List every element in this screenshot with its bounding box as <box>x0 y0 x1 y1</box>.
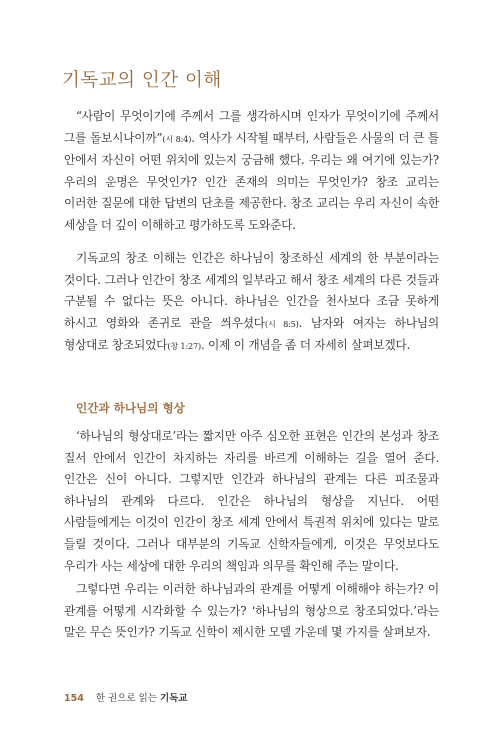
creation-block <box>64 248 439 358</box>
paragraph-2-text-b: . 남자와 여자는 하나님의 형상대로 창조되었다 <box>64 315 439 353</box>
image-of-god-block <box>64 426 439 644</box>
paragraph-2-text-c: . 이제 이 개념을 좀 더 자세히 살펴보겠다. <box>201 338 411 353</box>
citation-psalm-8-4: (시 8:4) <box>162 133 192 144</box>
paragraph-1 <box>64 106 439 237</box>
paragraph-1-text-b: . 역사가 시작될 때부터, 사람들은 사물의 더 큰 틀 안에서 자신이 어떤 위치에 있는지 궁금해 했다. 우리는 왜 여기에 있는가? 우리의 운명은 무엇인가? 인간 존재의 의미는 무엇인가? 창조 교리는 이러한 질문에 대한 답변의 단초를 제공한다. 창조 교리는 우리 자신이 속한 세상을 더 깊이 이해하고 평가하도록 도와준다. <box>64 130 439 232</box>
paragraph-4: 그렇다면 우리는 이러한 하나님과의 관계를 어떻게 이해해야 하는가? 이 관계를 어떻게 시각화할 수 있는가? ‘하나님의 형상으로 창조되었다.’라는 말은 무슨 뜻인가? 기독교 신학이 제시한 모델 가운데 몇 가지를 살펴보자. <box>64 582 439 640</box>
paragraph-1-text-a: “사람이 무엇이기에 주께서 그를 생각하시며 인자가 무엇이기에 주께서 그를 돌보시나이까” <box>64 109 439 145</box>
book-title-bold: 기독교 <box>159 693 188 704</box>
paragraph-2 <box>64 248 439 358</box>
book-title <box>96 693 188 704</box>
paragraph-2-text-a: 기독교의 창조 이해는 인간은 하나님이 창조하신 세계의 한 부분이라는 것이다. 그러나 인간이 창조 세계의 일부라고 해서 창조 세계의 다른 것들과 구분될 수 없다는 뜻은 아니다. 하나님은 인간을 천사보다 조금 못하게 하시고 영화와 존귀로 관을 씌우셨다 <box>64 251 439 330</box>
page-footer <box>64 690 188 704</box>
paragraph-3: ‘하나님의 형상대로’라는 짧지만 아주 심오한 표현은 인간의 본성과 창조 질서 안에서 인간이 차지하는 자리를 바르게 이해하는 길을 열어 준다. 인간은 신이 아니다. 그렇지만 인간과 하나님의 관계는 다른 피조물과 하나님의 관계와 다르다. 인간은 하나님의 형상을 지닌다. 어떤 사람들에게는 이것이 인간이 창조 세계 안에서 특권적 위치에 있다는 말로 들릴 것이다. 그러나 대부분의 기독교 신학자들에게, 이것은 무엇보다도 우리가 사는 세상에 대한 우리의 책임과 의무를 확인해 주는 말이다. <box>64 429 439 573</box>
citation-genesis-1-27: (창 1:27) <box>167 341 202 352</box>
page-number: 154 <box>64 693 84 704</box>
citation-psalm-8-5: (시 8:5) <box>264 318 299 329</box>
section-heading: 인간과 하나님의 형상 <box>76 401 185 415</box>
book-title-prefix: 한 권으로 읽는 <box>95 693 160 704</box>
intro-block <box>64 106 439 237</box>
chapter-title: 기독교의 인간 이해 <box>62 70 222 91</box>
